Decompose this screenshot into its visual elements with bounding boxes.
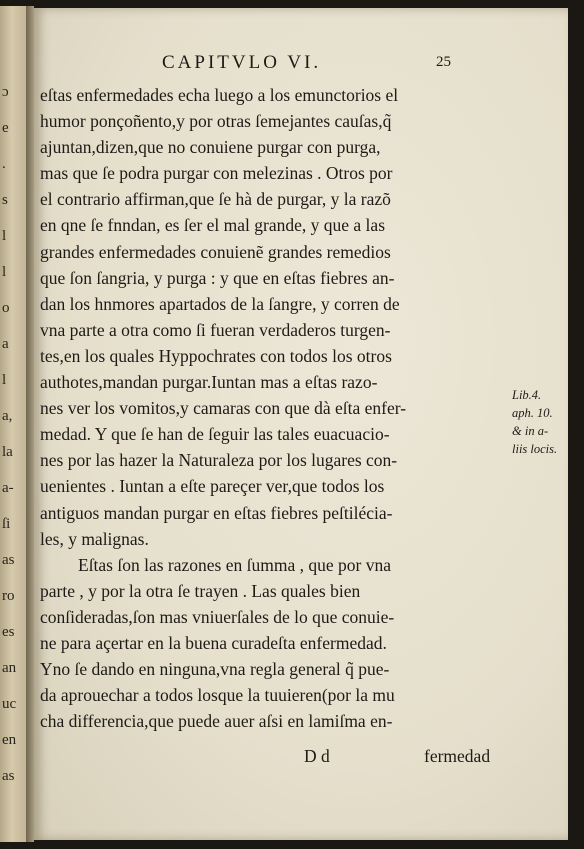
signature-mark: D d — [304, 746, 330, 766]
text-line: authotes,mandan purgar.Iuntan mas a eſtas razo- — [40, 372, 378, 393]
page-header — [34, 52, 568, 80]
text-line: Yno ſe dando en ninguna,vna regla general q̃ pue- — [40, 659, 390, 680]
text-line: dan los hnmores apartados de la ſangre, y corren de — [40, 293, 400, 314]
catchword: fermedad — [424, 746, 491, 766]
left-page-fragment: uc — [2, 696, 17, 712]
text-line: humor ponçoñento,y por otras ſemejantes cauſas,q̃ — [40, 111, 392, 132]
running-title: CAPITVLO VI. — [162, 52, 322, 73]
left-page-fragment: a- — [2, 480, 14, 496]
left-page-fragment: as — [2, 552, 15, 568]
body-text — [40, 82, 480, 734]
book-gutter — [26, 6, 34, 842]
left-page-fragment: l — [2, 228, 7, 244]
text-line: les, y malignas. — [40, 528, 149, 549]
left-page-fragment: ɔ — [2, 84, 9, 100]
text-line: nes ver los vomitos,y camaras con que dà eſta enfer- — [40, 398, 407, 419]
text-line: da aprouechar a todos losque la tuuieren(por la mu — [40, 685, 395, 706]
text-line: medad. Y que ſe han de ſeguir las tales euacuacio- — [40, 424, 390, 445]
left-page-fragment: e — [2, 120, 9, 136]
margin-note-line: liis locis. — [512, 442, 558, 456]
left-page-fragment: la — [2, 444, 13, 460]
text-line: el contrario affirman,que ſe hà de purgar, y la razõ — [40, 189, 391, 210]
left-page-fragment: as — [2, 768, 15, 784]
left-page-fragment: l — [2, 372, 7, 388]
text-line: tes,en los quales Hyppochrates con todos los otros — [40, 345, 392, 366]
left-page-fragment: l — [2, 264, 7, 280]
left-page-fragment: en — [2, 732, 17, 748]
margin-note-line: & in a- — [512, 424, 549, 438]
text-line: uenientes . Iuntan a eſte pareçer ver,que todos los — [40, 476, 385, 497]
text-line: cha differencia,que puede auer aſsi en lamiſma en- — [40, 711, 393, 732]
paragraph-first-line: Eſtas ſon las razones en ſumma , que por vna — [78, 554, 391, 575]
folio-number: 25 — [436, 54, 451, 70]
left-page-fragment: es — [2, 624, 15, 640]
text-line: vna parte a otra como ſi fueran verdaderos turgen- — [40, 319, 391, 340]
book-page — [34, 8, 568, 840]
text-line: conſideradas,ſon mas vniuerſales de lo que conuie- — [40, 606, 395, 627]
left-page-fragment: a — [2, 336, 9, 352]
text-line: que ſon ſangria, y purga : y que en eſtas fiebres an- — [40, 267, 395, 288]
text-line: parte , y por la otra ſe trayen . Las quales bien — [40, 580, 361, 601]
text-line: mas que ſe podra purgar con melezinas . Otros por — [40, 163, 393, 184]
left-page-fragment: s — [2, 192, 8, 208]
left-page-fragment: ſi — [2, 516, 11, 532]
left-page-fragment: o — [2, 300, 10, 316]
text-line: antiguos mandan purgar en eſtas fiebres peſtilécia- — [40, 502, 393, 523]
left-page-edge — [0, 6, 26, 842]
text-line: en qne ſe fnndan, es ſer el mal grande, y que a las — [40, 215, 386, 236]
margin-note — [512, 386, 564, 458]
left-page-fragment: . — [2, 156, 6, 172]
text-line: ajuntan,dizen,que no conuiene purgar con purga, — [40, 137, 381, 158]
margin-note-line: aph. 10. — [512, 406, 553, 420]
margin-note-line: Lib.4. — [512, 388, 542, 402]
left-page-fragment: an — [2, 660, 17, 676]
page-footer — [34, 746, 568, 774]
text-line: eſtas enfermedades echa luego a los emunctorios el — [40, 85, 399, 105]
text-line: nes por las hazer la Naturaleza por los lugares con- — [40, 450, 398, 471]
text-line: grandes enfermedades conuienẽ grandes remedios — [40, 241, 391, 262]
left-page-fragment: ro — [2, 588, 15, 604]
left-page-fragment: a, — [2, 408, 13, 424]
text-line: ne para açertar en la buena curadeſta enfermedad. — [40, 632, 387, 653]
